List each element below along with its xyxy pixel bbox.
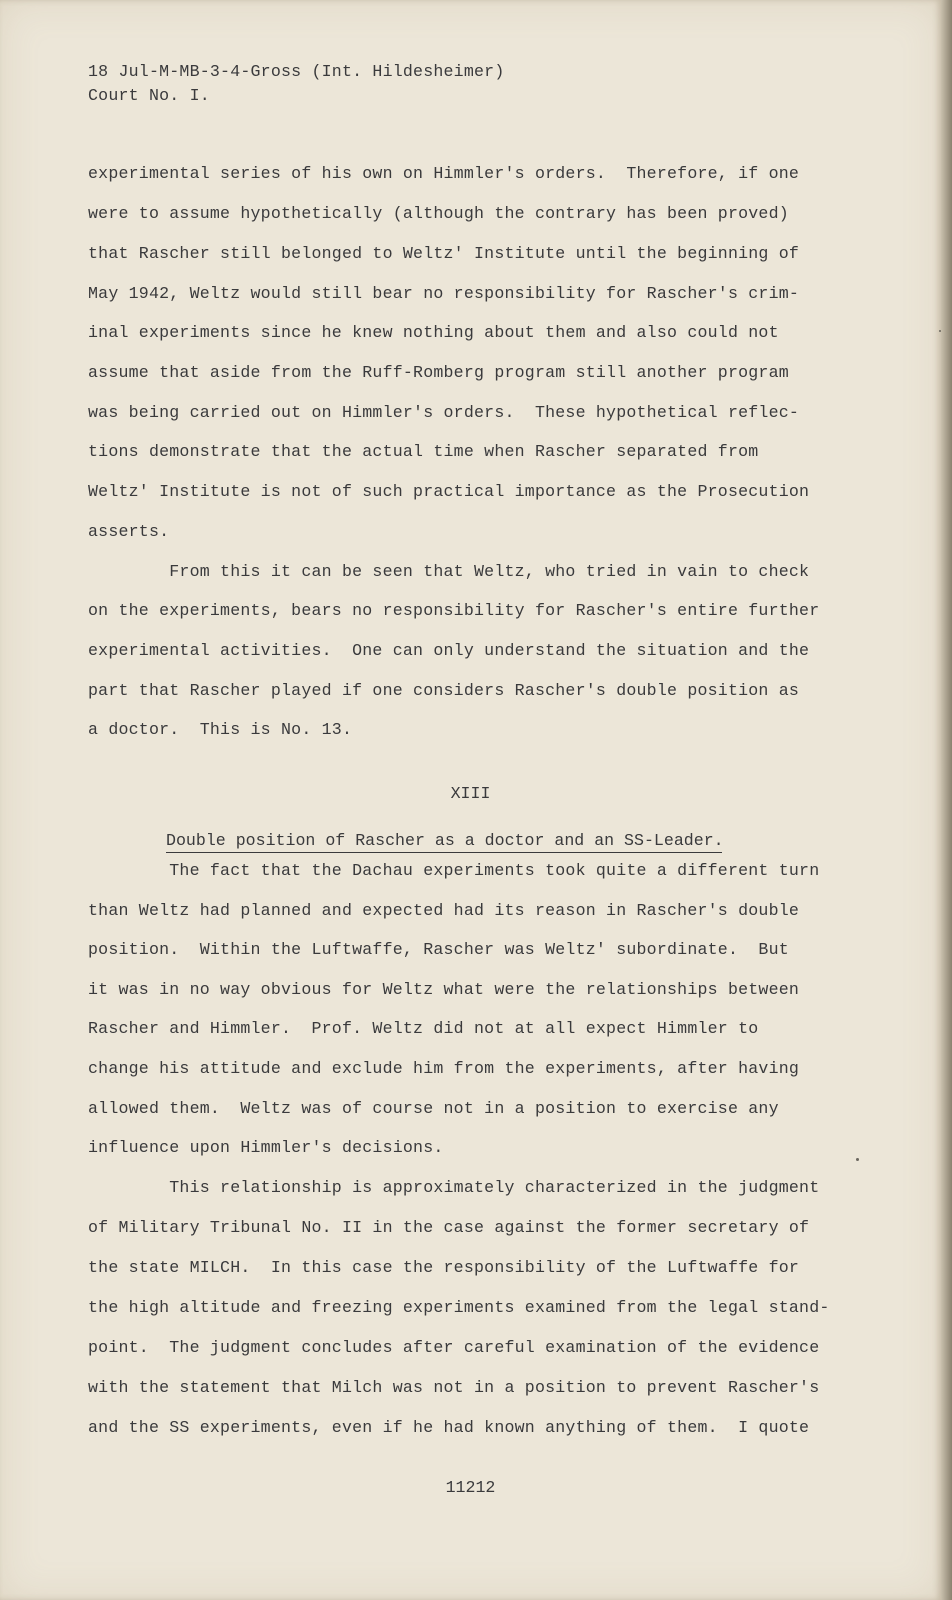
text-line: the high altitude and freezing experiments examined from the legal stand- xyxy=(88,1298,830,1317)
text-line: part that Rascher played if one considers Rascher's double position as xyxy=(88,681,800,700)
text-line: change his attitude and exclude him from the experiments, after having xyxy=(88,1059,800,1078)
text-line: it was in no way obvious for Weltz what were the relationships between xyxy=(88,980,800,999)
text-line: asserts. xyxy=(88,522,170,541)
text-line: inal experiments since he knew nothing about them and also could not xyxy=(88,323,779,342)
text-line: Weltz' Institute is not of such practical importance as the Prosecution xyxy=(88,482,810,501)
section-title-underline xyxy=(166,852,722,853)
text-line: This relationship is approximately characterized in the judgment xyxy=(88,1178,820,1197)
text-line: that Rascher still belonged to Weltz' Institute until the beginning of xyxy=(88,244,800,263)
section-title: Double position of Rascher as a doctor and an SS-Leader. xyxy=(166,831,724,850)
page-edge-shadow xyxy=(941,0,952,1600)
text-line: were to assume hypothetically (although the contrary has been proved) xyxy=(88,204,789,223)
text-line: of Military Tribunal No. II in the case against the former secretary of xyxy=(88,1218,810,1237)
text-line: the state MILCH. In this case the responsibility of the Luftwaffe for xyxy=(88,1258,800,1277)
text-line: influence upon Himmler's decisions. xyxy=(88,1138,444,1157)
header-court-line: Court No. I. xyxy=(88,86,210,105)
text-line: with the statement that Milch was not in a position to prevent Rascher's xyxy=(88,1378,820,1397)
text-line: allowed them. Weltz was of course not in a position to exercise any xyxy=(88,1099,779,1118)
text-line: than Weltz had planned and expected had its reason in Rascher's double xyxy=(88,901,800,920)
text-line: The fact that the Dachau experiments took quite a different turn xyxy=(88,861,820,880)
header-case-line: 18 Jul-M-MB-3-4-Gross (Int. Hildesheimer) xyxy=(88,62,505,81)
text-line: a doctor. This is No. 13. xyxy=(88,720,353,739)
text-line: From this it can be seen that Weltz, who tried in vain to check xyxy=(88,562,810,581)
text-line: and the SS experiments, even if he had known anything of them. I quote xyxy=(88,1418,810,1437)
page-number: 11212 xyxy=(445,1478,496,1497)
text-line: experimental series of his own on Himmler's orders. Therefore, if one xyxy=(88,164,800,183)
text-line: point. The judgment concludes after careful examination of the evidence xyxy=(88,1338,820,1357)
text-line: May 1942, Weltz would still bear no responsibility for Rascher's crim- xyxy=(88,284,800,303)
text-line: was being carried out on Himmler's orders. These hypothetical reflec- xyxy=(88,403,800,422)
paper-speck xyxy=(856,1158,859,1161)
text-line: experimental activities. One can only understand the situation and the xyxy=(88,641,810,660)
section-number: XIII xyxy=(450,784,491,803)
text-line: position. Within the Luftwaffe, Rascher was Weltz' subordinate. But xyxy=(88,940,789,959)
text-line: on the experiments, bears no responsibility for Rascher's entire further xyxy=(88,601,820,620)
text-line: assume that aside from the Ruff-Romberg program still another program xyxy=(88,363,789,382)
text-line: tions demonstrate that the actual time when Rascher separated from xyxy=(88,442,759,461)
text-line: Rascher and Himmler. Prof. Weltz did not at all expect Himmler to xyxy=(88,1019,759,1038)
